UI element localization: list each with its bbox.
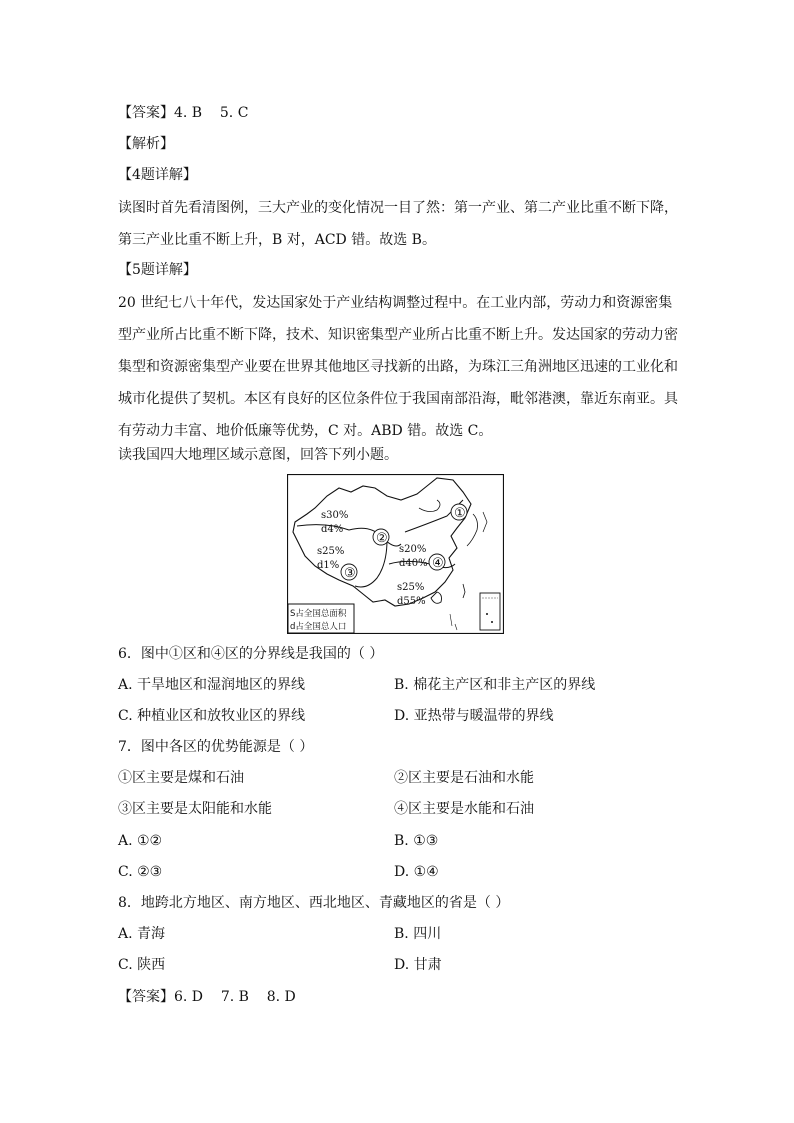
q8-option-d: D. 甘肃 [394,957,442,973]
region-2-population: d4% [321,524,344,535]
region-3-area: s25% [317,546,345,557]
q4-heading: 【4题详解】 [118,167,197,183]
map-legend-area: S占全国总面积 [290,609,347,619]
q7-statement-3: ③区主要是太阳能和水能 [118,801,272,817]
q7-statement-4: ④区主要是水能和石油 [394,801,534,817]
region-1-marker: ① [454,506,466,521]
q7-option-b: B. ①③ [394,833,439,849]
q5-heading: 【5题详解】 [118,262,197,278]
map-legend-population: d占全国总人口 [290,622,347,632]
region-2-marker: ② [376,531,388,546]
q7-statement-1: ①区主要是煤和石油 [118,770,244,786]
q5-text-line: 型产业所占比重不断下降，技术、知识密集型产业所占比重不断上升。发达国家的劳动力密 [118,327,678,343]
region-3-marker: ③ [344,566,356,581]
answer-line-1 [118,103,248,123]
answer-text: 4. B 5. C [174,105,249,121]
region-3-population: d1% [317,560,340,571]
q8-stem: 8．地跨北方地区、南方地区、西北地区、青藏地区的省是（ ） [118,895,510,911]
q6-option-d: D. 亚热带与暖温带的界线 [394,708,554,724]
answer-label: 【答案】 [118,989,174,1005]
q8-option-a: A. 青海 [118,926,166,942]
analysis-heading: 【解析】 [118,136,174,152]
q5-text-line: 城市化提供了契机。本区有良好的区位条件位于我国南部沿海，毗邻港澳，靠近东南亚。具 [118,391,678,407]
q7-option-a: A. ①② [118,833,163,849]
q4-text-line: 第三产业比重不断上升，B 对，ACD 错。故选 B。 [118,232,436,248]
q8-option-c: C. 陕西 [118,957,166,973]
q5-text-line: 集型和资源密集型产业要在世界其他地区寻找新的出路，为珠江三角洲地区迅速的工业化和 [118,359,678,375]
region-south-population: d40% [399,558,428,569]
q6-option-b: B. 棉花主产区和非主产区的界线 [394,677,596,693]
q7-option-c: C. ②③ [118,864,163,880]
region-4-population: d55% [397,596,426,607]
q5-text-line: 20 世纪七八十年代，发达国家处于产业结构调整过程中。在工业内部，劳动力和资源密集 [118,295,673,311]
q8-option-b: B. 四川 [394,926,442,942]
region-south-area: s20% [399,544,427,555]
region-2-area: s30% [321,510,349,521]
q6-option-a: A. 干旱地区和湿润地区的界线 [118,677,306,693]
answer-text: 6. D 7. B 8. D [174,989,296,1005]
q4-explanation [118,192,680,256]
q7-statement-2: ②区主要是石油和水能 [394,770,534,786]
answer-label: 【答案】 [118,105,174,121]
answer-line-2 [118,987,296,1007]
intro-text: 读我国四大地理区域示意图，回答下列小题。 [118,447,398,463]
q7-stem: 7．图中各区的优势能源是（ ） [118,739,314,755]
q5-explanation [118,287,680,447]
region-4-area: s25% [397,582,425,593]
q4-text-line: 读图时首先看清图例，三大产业的变化情况一目了然：第一产业、第二产业比重不断下降， [118,200,678,216]
q6-option-c: C. 种植业区和放牧业区的界线 [118,708,306,724]
q6-stem: 6．图中①区和④区的分界线是我国的（ ） [118,646,384,662]
q7-option-d: D. ①④ [394,864,439,880]
region-4-marker: ④ [432,556,444,571]
q5-text-line: 有劳动力丰富、地价低廉等优势，C 对。ABD 错。故选 C。 [118,423,493,439]
china-regions-map [287,474,504,634]
